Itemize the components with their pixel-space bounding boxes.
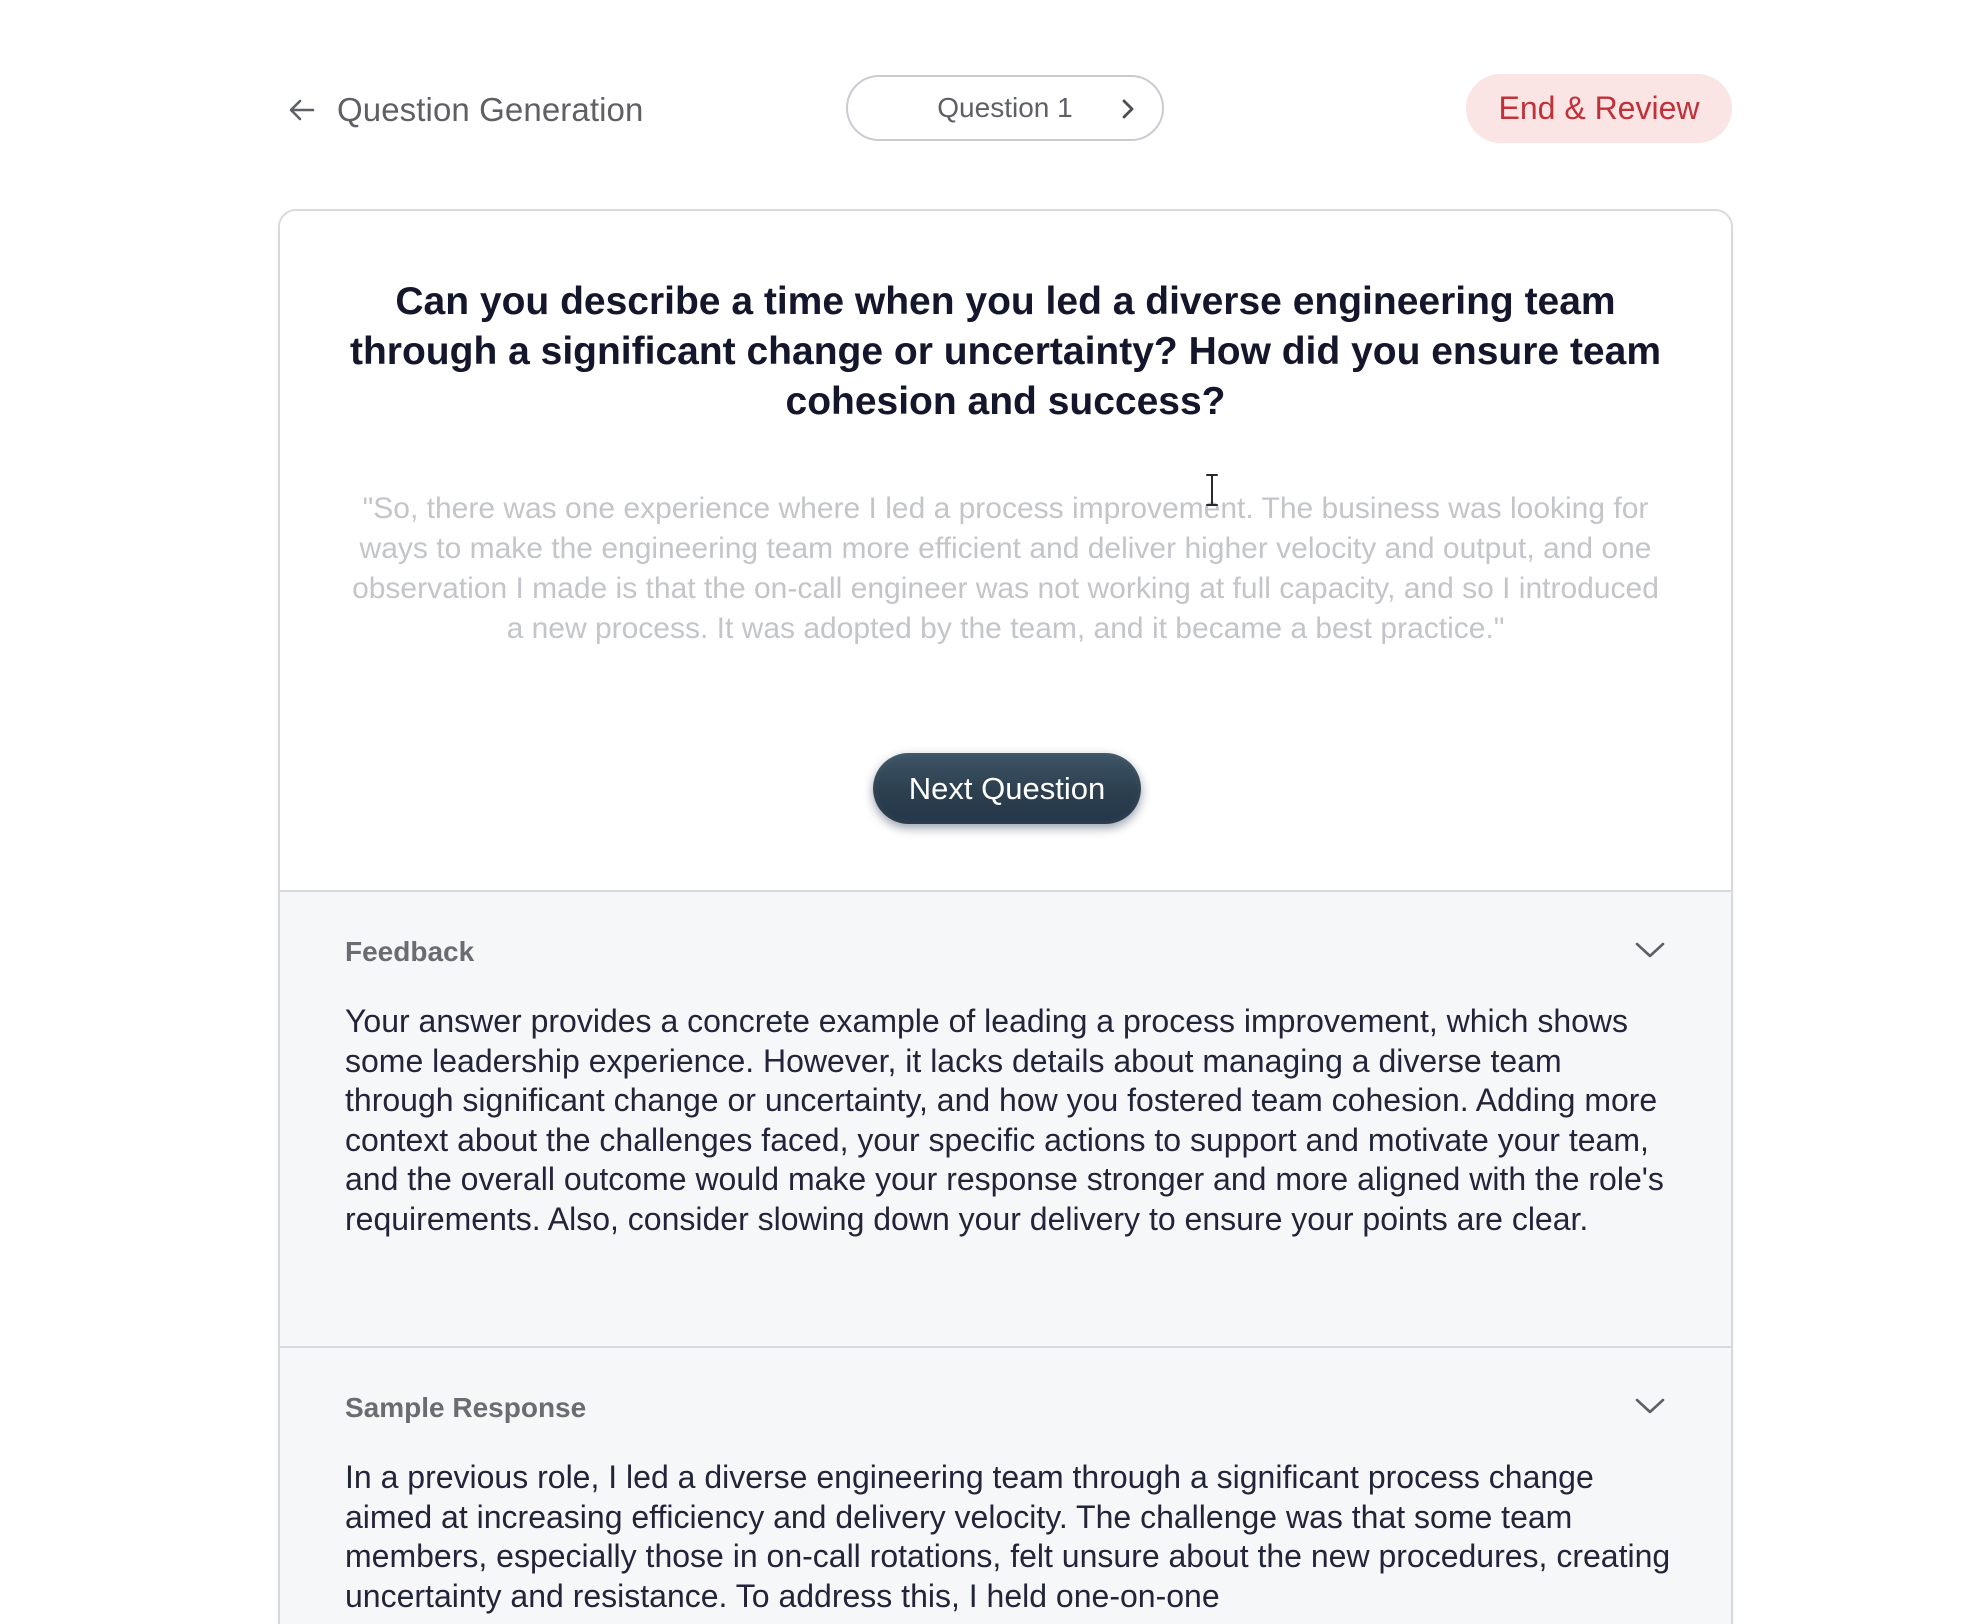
end-review-button[interactable]: End & Review <box>1466 74 1732 143</box>
question-selector[interactable] <box>846 75 1164 141</box>
question-card <box>278 209 1733 1624</box>
next-question-button[interactable]: Next Question <box>873 753 1141 824</box>
feedback-title: Feedback <box>345 936 475 967</box>
back-button[interactable] <box>287 84 643 136</box>
question-selector-label: Question 1 <box>937 92 1073 123</box>
text-cursor-icon <box>1204 473 1220 512</box>
feedback-section <box>280 890 1731 1346</box>
back-label: Question Generation <box>337 91 644 128</box>
answer-transcript: "So, there was one experience where I led a process improvement. The business was looking for ways to make the engineering team more efficient and deliver higher velocity and output, and one observation I made is that the on-call engineer was not working at full capacity, and so I introduced a new process. It was adopted by the team, and it became a best practice." <box>352 492 1659 645</box>
arrow-left-icon <box>287 95 317 125</box>
feedback-body: Your answer provides a concrete example of leading a process improvement, which shows some leadership experience. However, it lacks details about managing a diverse team through significant change or uncertainty, and how you fostered team cohesion. Adding more context about the challenges faced, your specific actions to support and motivate your team, and the overall outcome would make your response stronger and more aligned with the role's requirements. Also, consider slowing down your delivery to ensure your points are clear. <box>345 1003 1664 1237</box>
sample-response-title: Sample Response <box>345 1392 587 1423</box>
chevron-right-icon[interactable] <box>1116 97 1140 126</box>
chevron-down-icon[interactable] <box>1634 940 1666 965</box>
sample-response-body: In a previous role, I led a diverse engineering team through a significant process change aimed at increasing efficiency and delivery velocity. The challenge was that some team members, especially those in on-call rotations, felt unsure about the new procedures, creating uncertainty and resistance. To address this, I held one-on-one <box>345 1459 1671 1614</box>
sample-response-header[interactable] <box>345 1388 1666 1428</box>
question-area <box>280 211 1731 890</box>
feedback-header[interactable] <box>345 932 1666 972</box>
sample-response-section <box>280 1346 1731 1624</box>
question-title: Can you describe a time when you led a diverse engineering team through a significant change or uncertainty? How did you ensure team cohesion and success? <box>350 280 1661 423</box>
chevron-down-icon[interactable] <box>1634 1396 1666 1421</box>
